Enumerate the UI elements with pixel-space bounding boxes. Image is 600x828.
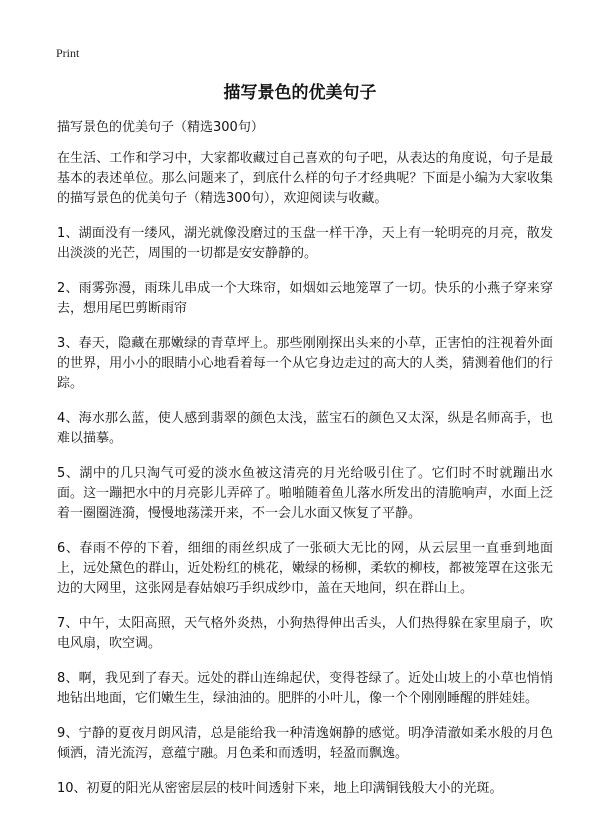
sentence-item-1: 1、湖面没有一缕风，湖光就像没磨过的玉盘一样干净，天上有一轮明亮的月亮，散发出淡淡的光芒，周围的一切都是安安静静的。 <box>57 226 553 261</box>
sentence-item-4: 4、海水那么蓝，使人感到翡翠的颜色太浅，蓝宝石的颜色又太深，纵是名师高手，也难以描摹。 <box>57 411 553 446</box>
intro-paragraph: 在生活、工作和学习中，大家都收藏过自己喜欢的句子吧，从表达的角度说，句子是最基本的表述单位。那么问题来了，到底什么样的句子才经典呢？下面是小编为大家收集的描写景色的优美句子（精选300句），欢迎阅读与收藏。 <box>57 151 553 206</box>
sentence-item-6: 6、春雨不停的下着，细细的雨丝织成了一张硕大无比的网，从云层里一直垂到地面上，远处黛色的群山，近处粉红的桃花，嫩绿的杨柳，柔软的柳枝，都被笼罩在这张无边的大网里，这张网是春姑娘巧手织成纱巾，盖在天地间，织在群山上。 <box>57 541 553 596</box>
sentence-item-9: 9、宁静的夏夜月朗风清，总是能给我一种清逸娴静的感觉。明净清澈如柔水般的月色倾洒，清光流泻，意蕴宁融。月色柔和而透明，轻盈而飘逸。 <box>57 726 553 761</box>
sentence-item-2: 2、雨雾弥漫，雨珠儿串成一个大珠帘，如烟如云地笼罩了一切。快乐的小燕子穿来穿去，想用尾巴剪断雨帘 <box>57 281 553 316</box>
print-link[interactable]: Print <box>56 46 80 60</box>
article-subtitle: 描写景色的优美句子（精选300句） <box>57 120 264 135</box>
sentence-item-5: 5、湖中的几只淘气可爱的淡水鱼被这清亮的月光给吸引住了。它们时不时就蹦出水面。这一蹦把水中的月亮影儿弄碎了。啪啪随着鱼儿落水所发出的清脆响声，水面上泛着一圈圈涟漪，慢慢地荡漾开来，不一会儿水面又恢复了平静。 <box>57 466 553 521</box>
sentence-item-10: 10、初夏的阳光从密密层层的枝叶间透射下来，地上印满铜钱般大小的光斑。 <box>57 781 503 796</box>
page-title: 描写景色的优美句子 <box>223 83 377 103</box>
article-body <box>57 118 553 814</box>
sentence-item-8: 8、啊，我见到了春天。远处的群山连绵起伏，变得苍绿了。近处山坡上的小草也悄悄地钻出地面，它们嫩生生，绿油油的。肥胖的小叶儿，像一个个刚刚睡醒的胖娃娃。 <box>57 671 553 706</box>
sentence-item-7: 7、中午，太阳高照，天气格外炎热，小狗热得伸出舌头，人们热得躲在家里扇子，吹电风扇，吹空调。 <box>57 616 553 651</box>
sentence-item-3: 3、春天，隐藏在那嫩绿的青草坪上。那些刚刚探出头来的小草，正害怕的注视着外面的世界，用小小的眼睛小心地看着每一个从它身边走过的高大的人类，猜测着他们的行踪。 <box>57 336 553 391</box>
